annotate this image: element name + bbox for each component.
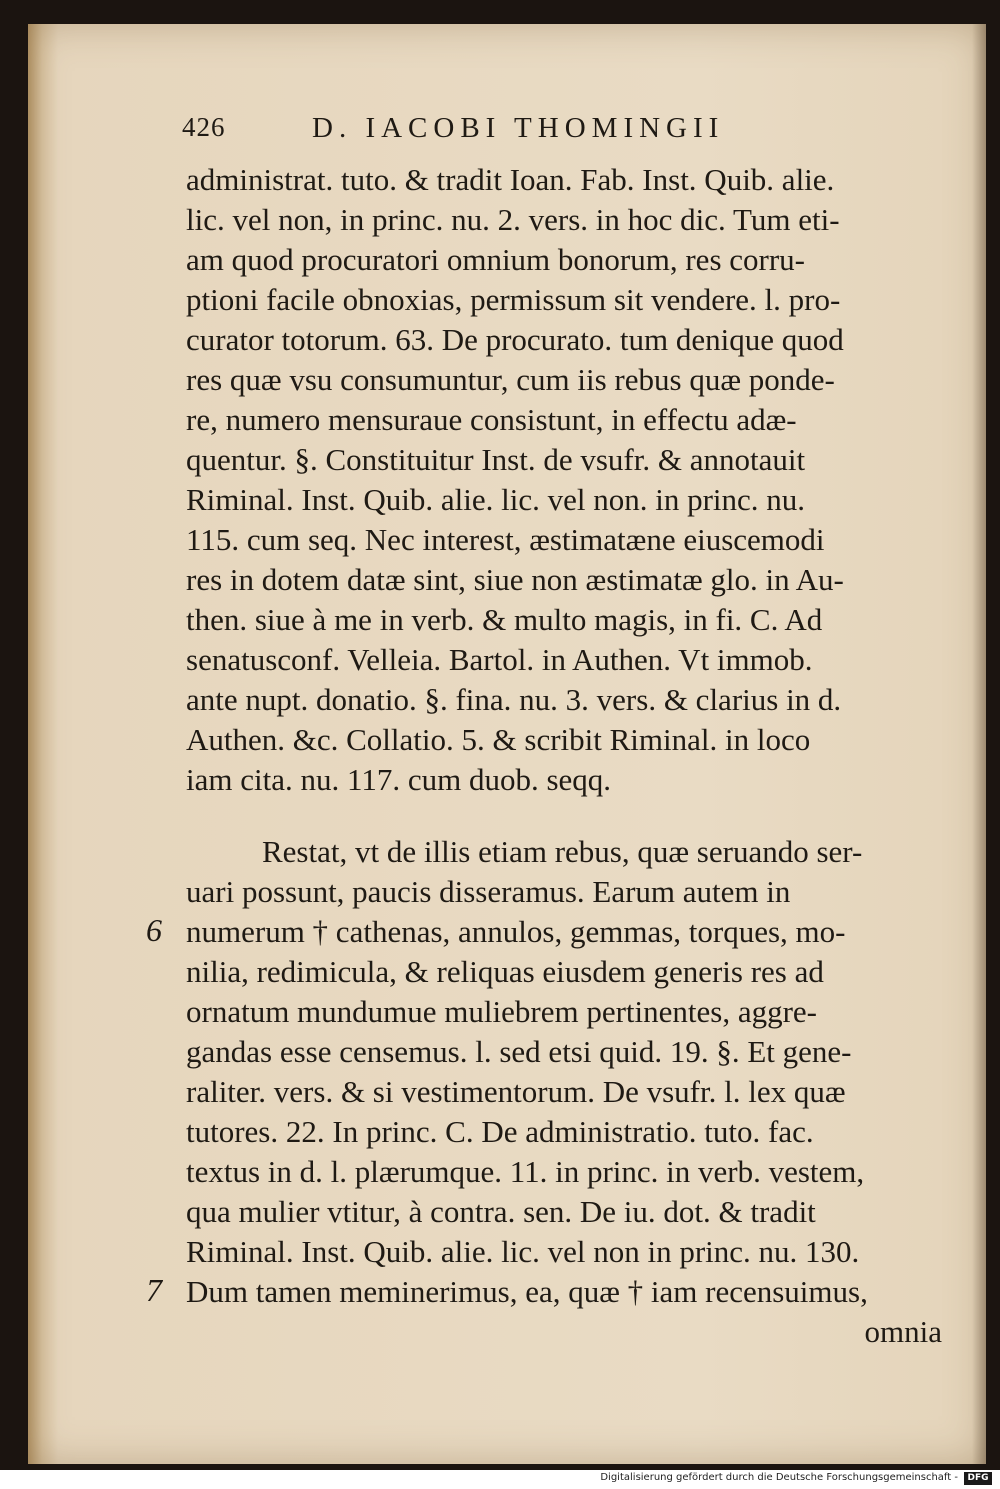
text-line: Dum tamen meminerimus, ea, quæ † iam recensuimus, bbox=[186, 1274, 868, 1309]
text-line: Authen. &c. Collatio. 5. & scribit Riminal. in loco bbox=[186, 722, 811, 757]
text-line: quentur. §. Constituitur Inst. de vsufr. & annotauit bbox=[186, 442, 806, 477]
text-line: qua mulier vtitur, à contra. sen. De iu. dot. & tradit bbox=[186, 1194, 816, 1229]
text-line: ante nupt. donatio. §. fina. nu. 3. vers. & clarius in d. bbox=[186, 682, 842, 717]
margin-number: 6 bbox=[146, 912, 162, 948]
text-line: Riminal. Inst. Quib. alie. lic. vel non. in princ. nu. bbox=[186, 482, 806, 517]
catchword: omnia bbox=[864, 1314, 942, 1349]
text-line: textus in d. l. plærumque. 11. in princ. in verb. vestem, bbox=[186, 1154, 865, 1189]
text-line: nilia, redimicula, & reliquas eiusdem generis res ad bbox=[186, 954, 824, 989]
text-line: uari possunt, paucis disseramus. Earum autem in bbox=[186, 874, 791, 909]
text-line: tutores. 22. In princ. C. De administratio. tuto. fac. bbox=[186, 1114, 814, 1149]
text-line: iam cita. nu. 117. cum duob. seqq. bbox=[186, 762, 612, 797]
text-line: am quod procuratori omnium bonorum, res corru- bbox=[186, 242, 805, 277]
text-line: res quæ vsu consumuntur, cum iis rebus quæ ponde- bbox=[186, 362, 835, 397]
text-line: lic. vel non, in princ. nu. 2. vers. in hoc dic. Tum eti- bbox=[186, 202, 840, 237]
text-line: ornatum mundumue muliebrem pertinentes, aggre- bbox=[186, 994, 818, 1029]
text-line: numerum † cathenas, annulos, gemmas, torques, mo- bbox=[186, 914, 846, 949]
page-number: 426 bbox=[182, 112, 226, 142]
text-line: res in dotem datæ sint, siue non æstimatæ glo. in Au- bbox=[186, 562, 844, 597]
page-header bbox=[182, 112, 882, 152]
text-line: ptioni facile obnoxias, permissum sit vendere. l. pro- bbox=[186, 282, 841, 317]
text-line: curator totorum. 63. De procurato. tum denique quod bbox=[186, 322, 844, 357]
margin-number: 7 bbox=[146, 1272, 162, 1308]
text-line: Riminal. Inst. Quib. alie. lic. vel non in princ. nu. 130. bbox=[186, 1234, 860, 1269]
text-line: then. siue à me in verb. & multo magis, in fi. C. Ad bbox=[186, 602, 823, 637]
running-head: D. IACOBI THOMINGII bbox=[312, 112, 725, 144]
text-line: Restat, vt de illis etiam rebus, quæ seruando ser- bbox=[262, 834, 863, 869]
text-line: re, numero mensuraue consistunt, in effectu adæ- bbox=[186, 402, 797, 437]
footer-bar bbox=[0, 1470, 1000, 1489]
text-line: raliter. vers. & si vestimentorum. De vsufr. l. lex quæ bbox=[186, 1074, 846, 1109]
text-line: 115. cum seq. Nec interest, æstimatæne eiuscemodi bbox=[186, 522, 825, 557]
text-line: administrat. tuto. & tradit Ioan. Fab. Inst. Quib. alie. bbox=[186, 162, 835, 197]
footer-credit: Digitalisierung gefördert durch die Deutsche Forschungsgemeinschaft - bbox=[600, 1472, 958, 1483]
text-line: gandas esse censemus. l. sed etsi quid. 19. §. Et gene- bbox=[186, 1034, 852, 1069]
dfg-logo-icon: DFG bbox=[964, 1472, 992, 1485]
text-line: senatusconf. Velleia. Bartol. in Authen. Vt immob. bbox=[186, 642, 813, 677]
